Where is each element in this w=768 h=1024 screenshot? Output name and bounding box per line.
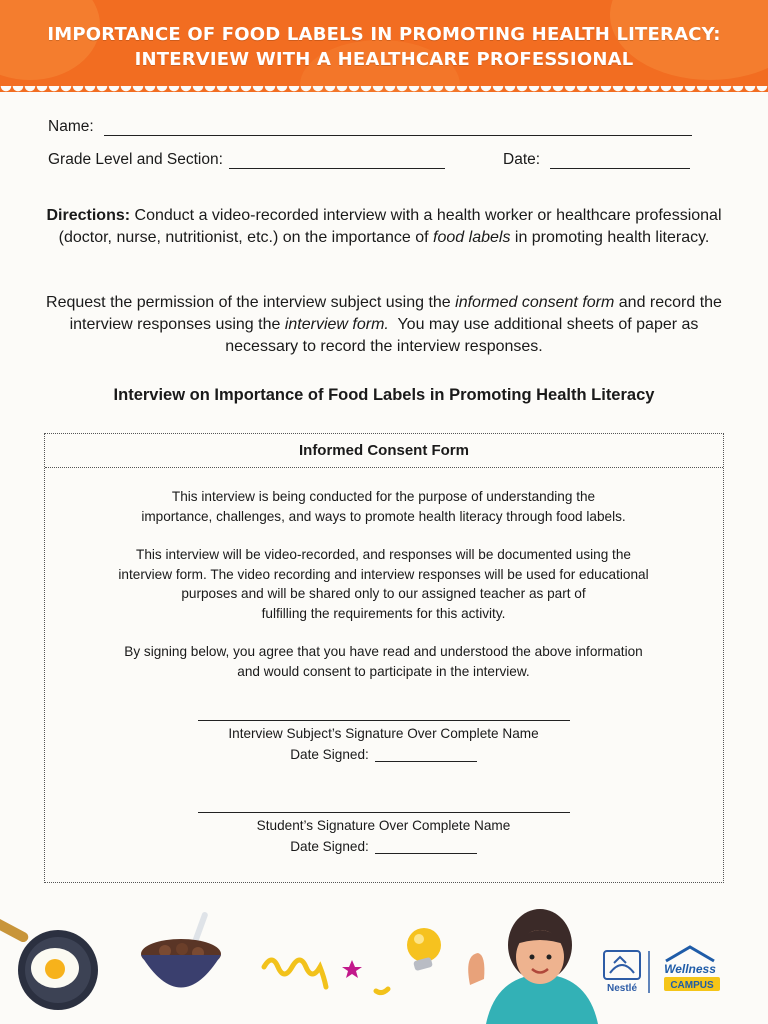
subject-signature-label: Interview Subject’s Signature Over Complete Name <box>228 726 539 741</box>
directions-text: Conduct a video-recorded interview with a health worker or healthcare professional (doctor, nurse, nutritionist, etc.) on the importance of <box>58 207 722 246</box>
consent-text: By signing below, you agree that you have read and understood the above information <box>124 644 643 659</box>
consent-text: This interview will be video-recorded, and responses will be documented using the <box>136 547 631 562</box>
subject-date-blank[interactable] <box>375 749 477 762</box>
consent-paragraph-1 <box>45 487 722 526</box>
directions-lead: Directions: <box>46 207 131 224</box>
request-text: You may use additional sheets of paper as necessary to record the interview responses. <box>225 316 703 355</box>
date-signed-label: Date Signed: <box>290 747 369 762</box>
wellness-campus-logo <box>664 947 720 991</box>
directions-italic: food labels <box>433 229 511 246</box>
scalloped-edge <box>0 86 768 92</box>
footer-illustrations <box>0 905 768 1024</box>
consent-text: This interview is being conducted for the purpose of understanding the <box>171 489 596 504</box>
date-field-row <box>503 151 690 169</box>
request-text: and record the interview responses using the <box>69 294 722 333</box>
lightbulb-icon <box>407 928 441 971</box>
page-title <box>0 22 768 72</box>
nestle-logo-text: Nestlé <box>606 983 638 994</box>
name-field-row <box>48 118 692 136</box>
grade-field-row <box>48 151 445 169</box>
consent-paragraph-2 <box>45 545 722 623</box>
consent-text: importance, challenges, and ways to promote health literacy through food labels. <box>141 508 626 524</box>
consent-text: fulfilling the requirements for this activity. <box>261 605 506 621</box>
request-text: Request the permission of the interview subject using the <box>46 294 456 311</box>
name-label: Name: <box>48 118 94 135</box>
name-blank[interactable] <box>104 122 692 136</box>
sparkle-icon <box>342 960 362 978</box>
spring-coil-icon <box>264 960 388 993</box>
subject-signature-line[interactable] <box>198 720 570 721</box>
nestle-logo <box>604 951 640 994</box>
consent-paragraph-3 <box>45 642 722 681</box>
directions-paragraph <box>40 205 728 249</box>
date-label: Date: <box>503 151 541 168</box>
title-line-2: INTERVIEW WITH A HEALTHCARE PROFESSIONAL <box>134 49 634 70</box>
consent-form-box <box>44 433 724 883</box>
frying-pan-egg-icon <box>0 916 98 1010</box>
cereal-bowl-icon <box>141 911 221 987</box>
request-paragraph <box>40 292 728 358</box>
title-line-1: IMPORTANCE OF FOOD LABELS IN PROMOTING HEALTH LITERACY: <box>47 24 721 45</box>
section-title: Interview on Importance of Food Labels in Promoting Health Literacy <box>113 386 655 404</box>
wellness-logo-text: Wellness <box>664 962 716 976</box>
waving-student-icon <box>468 909 598 1024</box>
campus-logo-text: CAMPUS <box>670 980 714 991</box>
grade-label: Grade Level and Section: <box>48 151 223 168</box>
consent-form-title: Informed Consent Form <box>45 434 723 468</box>
student-date-blank[interactable] <box>375 841 477 854</box>
request-italic: informed consent form <box>455 294 615 311</box>
header-banner <box>0 0 768 92</box>
subject-date-signed-row <box>45 747 722 762</box>
student-signature-line[interactable] <box>198 812 570 813</box>
directions-text: in promoting health literacy. <box>510 229 710 246</box>
consent-text: interview form. The video recording and interview responses will be used for educational <box>118 566 649 582</box>
consent-text: purposes and will be shared only to our assigned teacher as part of <box>181 586 586 601</box>
date-signed-label: Date Signed: <box>290 839 369 854</box>
request-italic: interview form. <box>284 316 389 333</box>
date-blank[interactable] <box>550 155 690 169</box>
student-date-signed-row <box>45 839 722 854</box>
student-signature-label: Student’s Signature Over Complete Name <box>256 818 511 833</box>
consent-text: and would consent to participate in the interview. <box>237 663 530 679</box>
grade-blank[interactable] <box>229 155 445 169</box>
